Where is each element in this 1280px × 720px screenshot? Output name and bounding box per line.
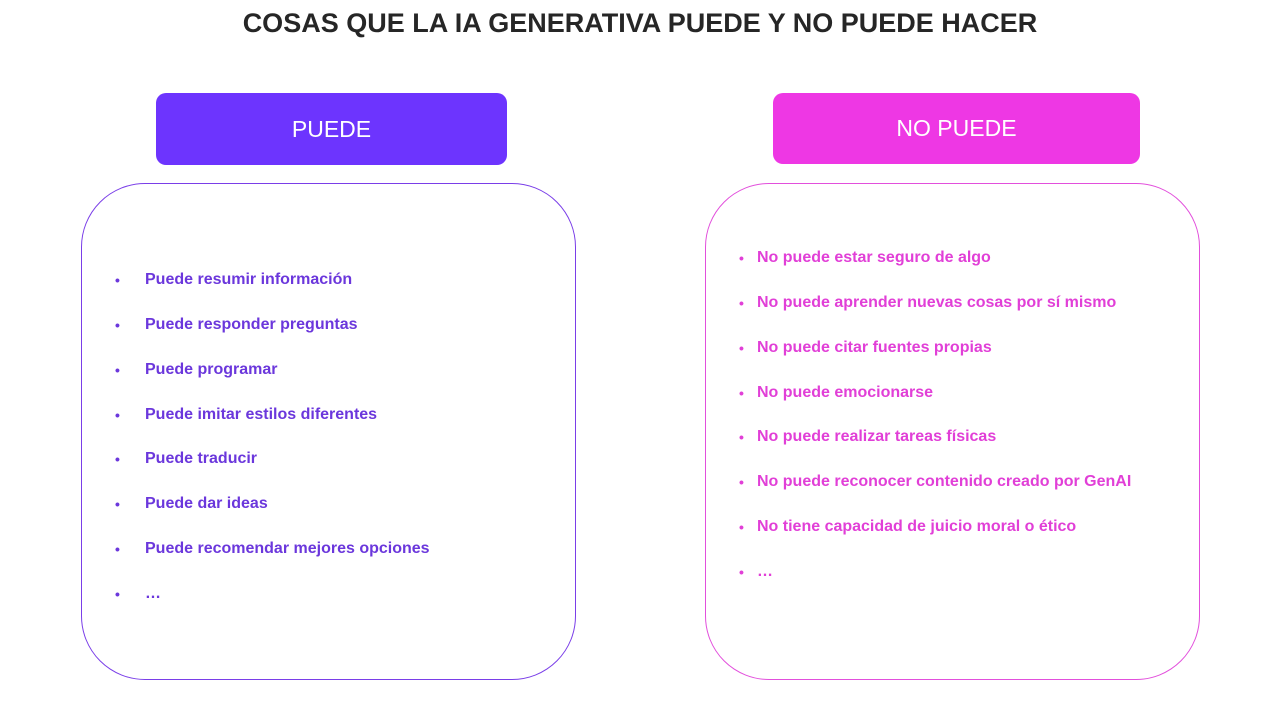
bullet-icon: • [739, 250, 744, 266]
no-puede-item [739, 472, 1132, 517]
bullet-icon: • [739, 563, 744, 580]
no-puede-item-label: No tiene capacidad de juicio moral o ético [757, 518, 1077, 536]
page-title: COSAS QUE LA IA GENERATIVA PUEDE Y NO PUEDE HACER [242, 8, 1038, 38]
no-puede-item-label: No puede emocionarse [757, 383, 934, 401]
no-puede-item [739, 517, 1131, 562]
no-puede-item [739, 427, 1131, 472]
puede-item-label: Puede dar ideas [145, 495, 268, 513]
bullet-icon: • [739, 294, 744, 311]
no-puede-item-label: No puede reconocer contenido creado por GenAI [757, 473, 1132, 491]
bullet-icon: • [115, 272, 120, 288]
puede-item-label: Puede resumir información [145, 271, 353, 288]
puede-item [115, 539, 430, 584]
no-puede-item [739, 383, 1131, 428]
puede-header-label: PUEDE [291, 115, 372, 142]
bullet-icon: • [115, 451, 120, 468]
no-puede-item [739, 338, 1131, 383]
no-puede-item-label: No puede aprender nuevas cosas por sí mismo [757, 293, 1117, 311]
puede-item-label: Puede recomendar mejores opciones [145, 540, 430, 558]
puede-item [115, 315, 430, 360]
no-puede-item [739, 562, 1131, 607]
bullet-icon: • [739, 429, 744, 446]
no-puede-item-label: No puede estar seguro de algo [757, 249, 991, 266]
bullet-icon: • [115, 361, 120, 378]
bullet-icon: • [739, 339, 744, 356]
puede-item [115, 360, 430, 405]
puede-item [115, 270, 430, 315]
puede-item-label: … [145, 584, 161, 602]
no-puede-item [739, 293, 1131, 338]
bullet-icon: • [115, 585, 120, 602]
puede-item-label: Puede traducir [145, 450, 258, 468]
bullet-icon: • [115, 496, 120, 513]
no-puede-header [773, 93, 1140, 164]
bullet-icon: • [739, 519, 744, 536]
puede-item-label: Puede imitar estilos diferentes [145, 405, 378, 423]
bullet-icon: • [115, 316, 120, 333]
puede-item-label: Puede responder preguntas [145, 315, 358, 333]
puede-item-label: Puede programar [145, 360, 278, 378]
puede-header [156, 93, 507, 165]
no-puede-list [739, 248, 1132, 607]
no-puede-item [739, 248, 1131, 293]
puede-item [115, 405, 430, 450]
no-puede-item-label: No puede citar fuentes propias [757, 338, 992, 356]
no-puede-item-label: No puede realizar tareas físicas [757, 428, 997, 446]
puede-item [115, 449, 430, 494]
bullet-icon: • [115, 406, 120, 423]
puede-list [115, 270, 430, 629]
bullet-icon: • [115, 541, 120, 558]
bullet-icon: • [739, 474, 744, 491]
no-puede-item-label: … [757, 562, 773, 580]
bullet-icon: • [739, 384, 744, 401]
puede-item [115, 584, 430, 629]
puede-item [115, 494, 430, 539]
no-puede-header-label: NO PUEDE [896, 115, 1017, 141]
